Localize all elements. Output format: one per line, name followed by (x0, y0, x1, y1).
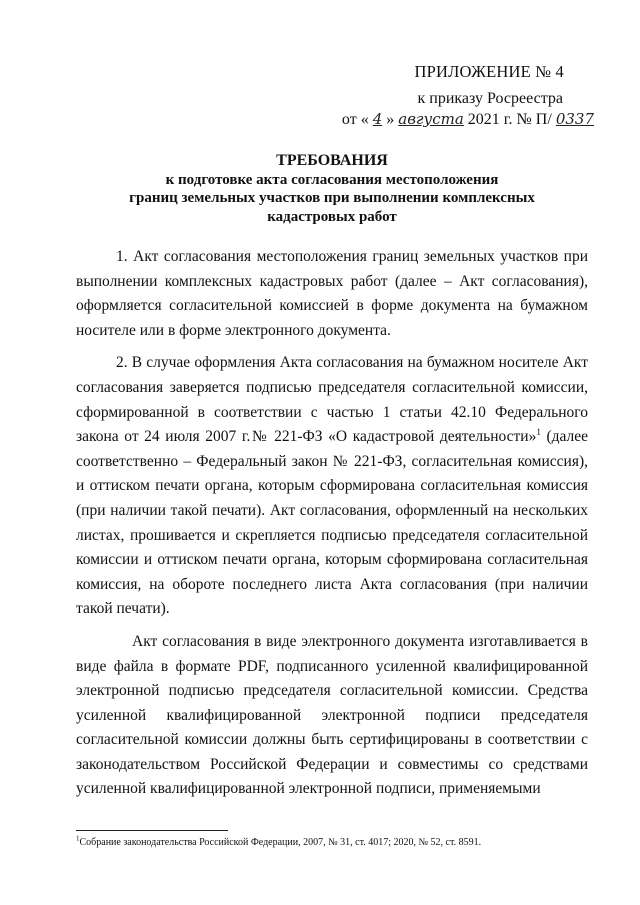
title-line-1: к подготовке акта согласования местоположения (165, 171, 499, 188)
footnote-marker: 1 (76, 834, 80, 843)
title-line-3: кадастровых работ (267, 208, 397, 225)
handwritten-month: августа (398, 110, 464, 128)
order-date-number (342, 110, 598, 129)
paragraph-2-part-a: 2. В случае оформления Акта согласования на бумажном носителе Акт согласования заверяется подписью председателя согласительной комиссии, сформированной в соответствии с частью 1 статьи 42.10 Федерального закона от 24 июля 2007 г.№ 221-ФЗ «О кадастровой деятельности» (76, 354, 588, 446)
document-body (76, 245, 588, 802)
handwritten-day: 4 (372, 110, 383, 128)
paragraph-1: 1. Акт согласования местоположения границ земельных участков при выполнении комплексных кадастровых работ (далее – Акт согласования), оформляется согласительной комиссией в форме документа на бумажном носителе или в форме электронного документа. (76, 248, 588, 339)
footnote (76, 836, 596, 849)
appendix-title: ПРИЛОЖЕНИЕ № 4 (414, 62, 564, 81)
document-title (76, 152, 588, 226)
date-mid: » (386, 111, 395, 128)
paragraph-2 (76, 351, 588, 622)
paragraph-2-part-b: (далее соответственно – Федеральный закон № 221-ФЗ, согласительная комиссия), и оттиском печати органа, которым сформирована согласительная комиссия (при наличии такой печати). Акт согласования, оформленный на нескольких листах, прошивается и скрепляется подписью председателя согласительной комиссии и оттиском печати органа, которым сформирована согласительная комиссия, на обороте последнего листа Акта согласования (при наличии такой печати). (76, 428, 588, 618)
title-main: ТРЕБОВАНИЯ (276, 152, 388, 169)
order-reference: к приказу Росреестра (417, 90, 563, 107)
paragraph-3: Акт согласования в виде электронного документа изготавливается в виде файла в формате PDF, подписанного усиленной квалифицированной электронной подписью председателя согласительной комиссии. Средства усиленной квалифицированной электронной подписи председателя согласительной комиссии должны быть сертифицированы в соответствии с законодательством Российской Федерации и совместимы со средствами усиленной квалифицированной электронной подписи, применяемыми (76, 632, 588, 798)
title-line-2: границ земельных участков при выполнении комплексных (129, 190, 535, 206)
footnote-reference: 1 (536, 427, 541, 437)
date-prefix: от « (341, 111, 369, 128)
footnote-divider (76, 830, 228, 831)
footnote-text: Собрание законодательства Российской Федерации, 2007, № 31, ст. 4017; 2020, № 52, ст. 8591. (79, 837, 482, 848)
handwritten-number: 0337 (555, 110, 594, 128)
year-and-number-prefix: 2021 г. № П/ (467, 111, 552, 128)
